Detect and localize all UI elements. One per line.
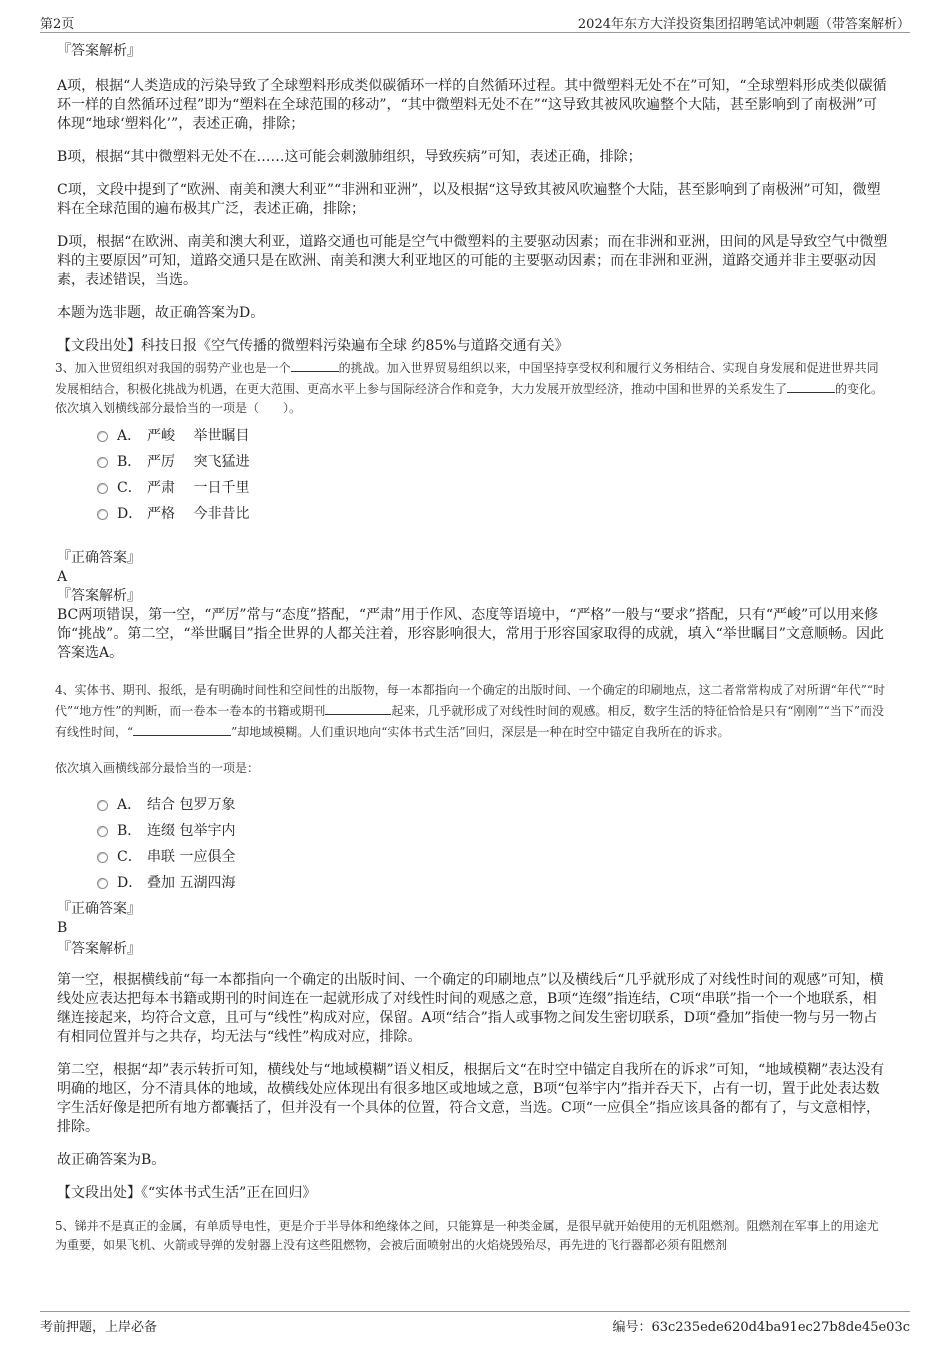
page-footer (40, 1311, 910, 1336)
document-body (57, 42, 890, 1255)
radio-icon[interactable] (97, 878, 108, 889)
q3-options (97, 423, 890, 527)
q3-analysis-label: 『答案解析』 (57, 588, 141, 604)
blank-line (133, 721, 231, 736)
q4-option-b[interactable]: B． 连缀 包举宇内 (97, 818, 890, 844)
q2-analysis-c: C项，文段中提到了“欧洲、南美和澳大利亚”“非洲和亚洲”，以及根据“这导致其被风吹遍整个大陆，甚至影响到了南极洲”可知，微塑料在全球范围的遍布极其广泛，表述正确，排除； (57, 182, 881, 217)
q5-stem: 5、锑并不是真正的金属，有单质导电性，更是介于半导体和绝缘体之间，只能算是一种类金属，是很早就开始使用的无机阻燃剂。阻燃剂在军事上的用途尤为重要，如果飞机、火箭或导弹的发射器上没有这些阻燃物，会被后面喷射出的火焰烧毁殆尽，再先进的飞行器都必须有阻燃剂 (55, 1219, 879, 1252)
q4-analysis-p1: 第一空，根据横线前“每一本都指向一个确定的出版时间、一个确定的印刷地点”以及横线后“几乎就形成了对线性时间的观感”可知，横线处应表达把每本书籍或期刊的时间连在一起就形成了对线性时间的观感之意，B项“连缀”指连结，C项“串联”指一个一个地联系，相继连接起来，均符合文意，且可与“线性”构成对应，保留。A项“结合”指人或事物之间发生密切联系，D项“叠加”指使一物与另一物占有相同位置并与之共存，均无法与“线性”构成对应，排除。 (57, 972, 884, 1045)
q3-option-a[interactable]: A． 严峻 举世瞩目 (97, 423, 890, 449)
q4-option-d[interactable]: D． 叠加 五湖四海 (97, 870, 890, 896)
q3-option-b[interactable]: B． 严厉 突飞猛进 (97, 449, 890, 475)
q4-options (97, 792, 890, 896)
q4-option-c[interactable]: C． 串联 一应俱全 (97, 844, 890, 870)
radio-icon[interactable] (97, 431, 108, 442)
page-number: 第2页 (40, 17, 75, 32)
q3-option-d[interactable]: D． 严格 今非昔比 (97, 501, 890, 527)
blank-line (291, 357, 339, 372)
q4-answer-label: 『正确答案』 (57, 901, 141, 917)
q3-analysis: BC两项错误，第一空，“严厉”常与“态度”搭配，“严肃”用于作风、态度等语境中，“严格”一般与“要求”搭配，只有“严峻”可以用来修饰“挑战”。第二空，“举世瞩目”指全世界的人都关注着，形容影响很大，常用于形容国家取得的成就，填入“举世瞩目”文意顺畅。因此答案选A。 (57, 607, 884, 661)
q4-stem: 4、实体书、期刊、报纸，是有明确时间性和空间性的出版物，每一本都指向一个确定的出版时间、一个确定的印刷地点，这二者常常构成了对所谓“年代”“时代”“地方性”的判断，而一卷本一卷本的书籍或期刊 起来，几乎就形成了对线性时间的观感。相反，数字生活的特征恰恰是只有“刚刚”“当下”而没有线性时间，“ ”却地域模糊。人们重识地向“实体书式生活”回归，深层是一种在时空中锚定自我所在的诉求。 (55, 683, 886, 739)
q3-option-c[interactable]: C． 严肃 一日千里 (97, 475, 890, 501)
q4-prompt: 依次填入画横线部分最恰当的一项是： (55, 761, 260, 775)
q2-analysis-d: D项，根据“在欧洲、南美和澳大利亚，道路交通也可能是空气中微塑料的主要驱动因素；而在非洲和亚洲，田间的风是导致空气中微塑料的主要原因”可知，道路交通只是在欧洲、南美和澳大利亚地区的可能的主要驱动因素；而在非洲和亚洲，道路交通并非主要驱动因素，表述错误，当选。 (57, 234, 888, 288)
q3-answer: A (57, 569, 68, 585)
blank-line (787, 378, 835, 393)
q2-analysis-b: B项，根据“其中微塑料无处不在……这可能会刺激肺组织，导致疾病”可知，表述正确，排除； (57, 149, 642, 165)
q4-source: 【文段出处】《“实体书式生活”正在回归》 (57, 1185, 317, 1201)
q2-analysis-label: 『答案解析』 (57, 43, 141, 59)
radio-icon[interactable] (97, 457, 108, 468)
footer-slogan: 考前押题，上岸必备 (40, 1320, 158, 1335)
q3-prompt: 依次填入划横线部分最恰当的一项是（ ）。 (55, 401, 302, 415)
q4-option-a[interactable]: A． 结合 包罗万象 (97, 792, 890, 818)
q2-source: 【文段出处】科技日报《空气传播的微塑料污染遍布全球 约85%与道路交通有关》 (57, 338, 569, 354)
q2-analysis-a: A项，根据“人类造成的污染导致了全球塑料形成类似碳循环一样的自然循环过程。其中微塑料无处不在”可知，“全球塑料形成类似碳循环一样的自然循环过程”即为“塑料在全球范围的移动”，“其中微塑料无处不在”“这导致其被风吹遍整个大陆，甚至影响到了南极洲”可体现“地球‘塑料化’”，表述正确，排除； (57, 78, 887, 132)
q4-answer: B (57, 920, 68, 936)
q3-stem: 3、加入世贸组织对我国的弱势产业也是一个 的挑战。加入世界贸易组织以来，中国坚持享受权利和履行义务相结合、实现自身发展和促进世界共同发展相结合，积极化挑战为机遇，在更大范围、更高水平上参与国际经济合作和竞争，大力发展开放型经济，推动中国和世界的关系发生了 的变化。 (55, 357, 890, 399)
q2-conclusion: 本题为选非题，故正确答案为D。 (57, 305, 265, 321)
q4-analysis-label: 『答案解析』 (57, 941, 141, 957)
q3-answer-label: 『正确答案』 (57, 550, 141, 566)
document-id: 编号：63c235ede620d4ba91ec27b8de45e03c (612, 1320, 910, 1335)
radio-icon[interactable] (97, 509, 108, 520)
radio-icon[interactable] (97, 826, 108, 837)
document-title: 2024年东方大洋投资集团招聘笔试冲刺题（带答案解析） (577, 17, 910, 32)
q4-analysis-p2: 第二空，根据“却”表示转折可知，横线处与“地域模糊”语义相反，根据后文“在时空中锚定自我所在的诉求”可知，“地域模糊”表达没有明确的地区，分不清具体的地域，故横线处应体现出有很多地区或地域之意，B项“包举宇内”指并吞天下，占有一切，置于此处表达数字生活好像是把所有地方都囊括了，但并没有一个具体的位置，符合文意，当选。C项“一应俱全”指应该具备的都有了，与文意相悖，排除。 (57, 1062, 885, 1135)
blank-line (325, 700, 391, 715)
page-header (40, 10, 910, 33)
radio-icon[interactable] (97, 852, 108, 863)
radio-icon[interactable] (97, 800, 108, 811)
radio-icon[interactable] (97, 483, 108, 494)
q4-conclusion: 故正确答案为B。 (57, 1152, 166, 1168)
